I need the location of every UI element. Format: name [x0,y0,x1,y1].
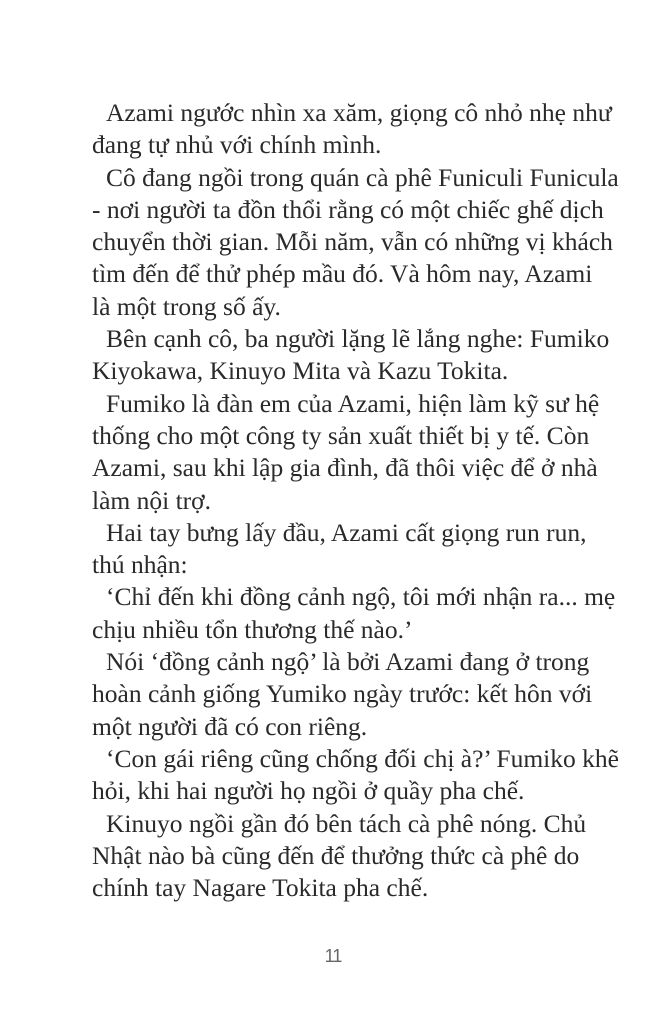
text-line: Kinuyo ngồi gần đó bên tách cà phê nóng. Chủ [106,808,587,838]
text-line: Bên cạnh cô, ba người lặng lẽ lắng nghe: Fumiko [106,324,610,354]
paragraph-4 [92,388,600,517]
paragraph-7 [92,646,593,743]
text-line: Nói ‘đồng cảnh ngộ’ là bởi Azami đang ở trong [106,647,590,677]
text-line: thống cho một công ty sản xuất thiết bị y tế. Còn [92,420,590,450]
text-line: là một trong số ấy. [92,291,281,321]
body-text [92,97,619,904]
paragraph-8 [92,743,619,808]
text-line: hỏi, khi hai người họ ngồi ở quầy pha chế. [92,776,525,806]
text-line: thú nhận: [92,550,188,580]
paragraph-9 [92,808,587,905]
text-line: Nhật nào bà cũng đến để thưởng thức cà phê do [92,840,580,870]
page-number: 11 [324,946,342,966]
text-line: một người đã có con riêng. [92,711,368,741]
paragraph-1 [92,97,612,162]
text-line: tìm đến để thử phép mầu đó. Và hôm nay, Azami [92,259,593,289]
text-line: Azami, sau khi lập gia đình, đã thôi việc để ở nhà [92,453,598,483]
text-line: chịu nhiều tổn thương thế nào.’ [92,614,413,644]
paragraph-6 [92,581,616,646]
paragraph-5 [92,517,587,582]
paragraph-2 [92,162,619,323]
text-line: ‘Con gái riêng cũng chống đối chị à?’ Fumiko khẽ [106,743,619,773]
text-line: chuyển thời gian. Mỗi năm, vẫn có những vị khách [92,227,613,257]
text-line: ‘Chỉ đến khi đồng cảnh ngộ, tôi mới nhận ra... mẹ [106,582,616,612]
text-line: Kiyokawa, Kinuyo Mita và Kazu Tokita. [92,356,509,386]
text-line: Fumiko là đàn em của Azami, hiện làm kỹ sư hệ [106,388,600,418]
text-line: Azami ngước nhìn xa xăm, giọng cô nhỏ nhẹ như [106,98,612,127]
text-line: chính tay Nagare Tokita pha chế. [92,873,429,903]
text-line: đang tự nhủ với chính mình. [92,130,382,160]
text-line: hoàn cảnh giống Yumiko ngày trước: kết hôn với [92,679,593,709]
text-line: Hai tay bưng lấy đầu, Azami cất giọng run run, [106,517,587,547]
text-line: làm nội trợ. [92,485,212,515]
text-line: Cô đang ngồi trong quán cà phê Funiculi Funicula [106,162,619,192]
text-line: - nơi người ta đồn thổi rằng có một chiếc ghế dịch [92,194,604,224]
paragraph-3 [92,323,610,388]
